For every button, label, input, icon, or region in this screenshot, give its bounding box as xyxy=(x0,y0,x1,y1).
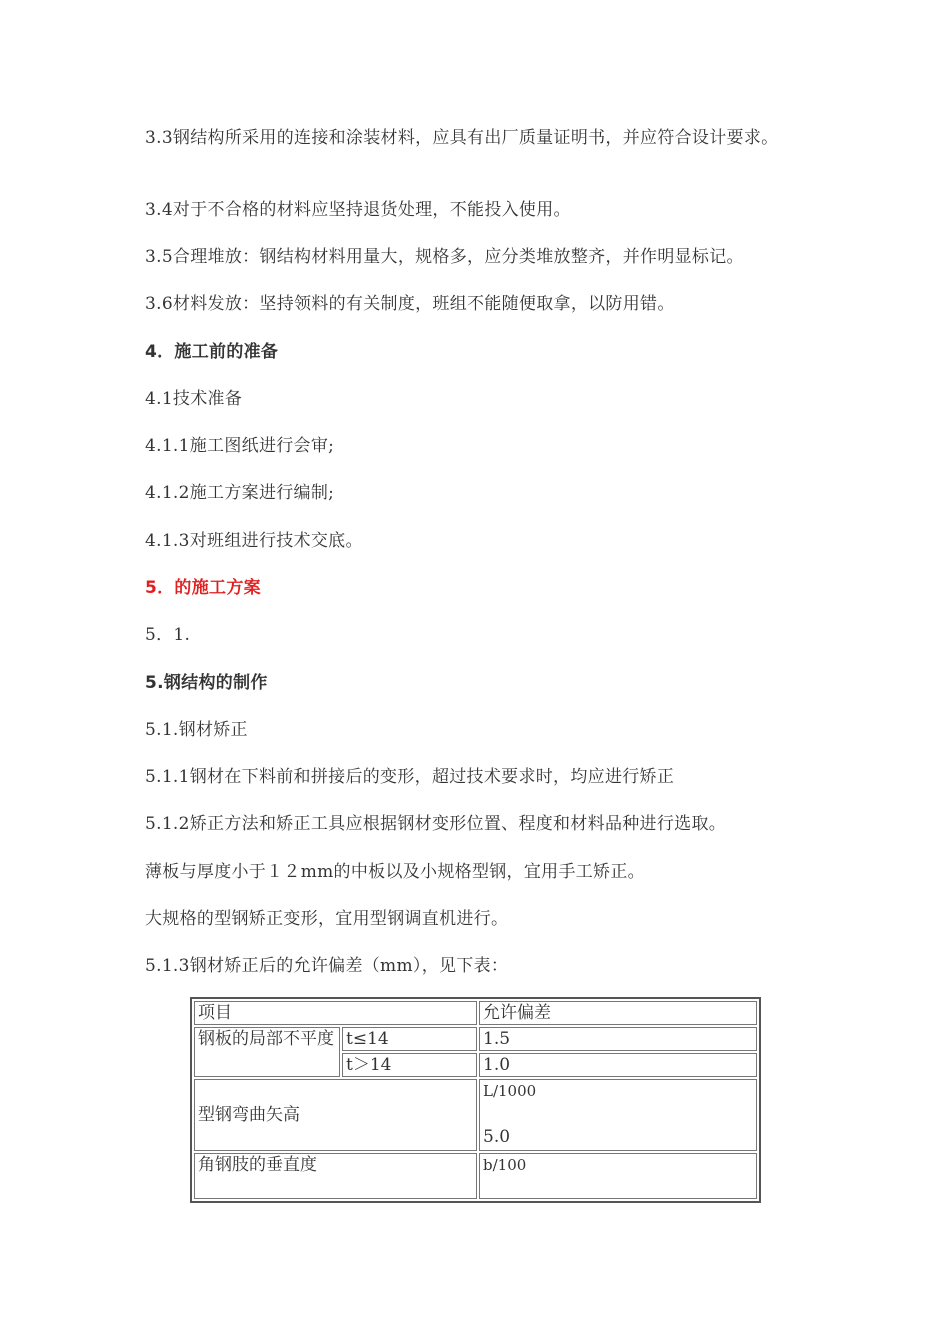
para-4-1: 4.1技术准备 xyxy=(145,389,243,409)
para-3-6: 3.6材料发放：坚持领料的有关制度，班组不能随便取拿，以防用错。 xyxy=(145,294,675,314)
header-item: 项目 xyxy=(194,1001,477,1025)
para-5-1-2: 5.1.2矫正方法和矫正工具应根据钢材变形位置、程度和材料品种进行选取。 xyxy=(145,814,727,834)
angle-perp-label: 角钢肢的垂直度 xyxy=(194,1153,477,1199)
heading-5-red: 5．的施工方案 xyxy=(145,578,261,598)
heading-4: 4．施工前的准备 xyxy=(145,342,279,362)
plate-val-1: 1.5 xyxy=(479,1027,757,1051)
para-4-1-3: 4.1.3对班组进行技术交底。 xyxy=(145,531,363,551)
angle-perp-val: b/100 xyxy=(479,1153,757,1199)
section-bend-val-2: 5.0 xyxy=(483,1127,511,1147)
para-3-4: 3.4对于不合格的材料应坚持退货处理，不能投入使用。 xyxy=(145,200,571,220)
table-row xyxy=(194,1079,757,1151)
plate-flatness-label: 钢板的局部不平度 xyxy=(194,1027,340,1077)
deviation-table xyxy=(190,997,761,1203)
plate-cond-2: t＞14 xyxy=(342,1053,477,1077)
para-5-1-stub: 5．1. xyxy=(145,625,191,645)
para-thin-plate: 薄板与厚度小于１２mm的中板以及小规格型钢，宜用手工矫正。 xyxy=(145,862,645,882)
para-5-1: 5.1.钢材矫正 xyxy=(145,720,248,740)
section-bend-label: 型钢弯曲矢高 xyxy=(194,1079,477,1151)
table-row xyxy=(194,1001,757,1025)
para-4-1-2: 4.1.2施工方案进行编制; xyxy=(145,483,335,503)
section-bend-val-1: L/1000 xyxy=(483,1082,537,1100)
para-4-1-1: 4.1.1施工图纸进行会审; xyxy=(145,436,335,456)
plate-cond-1: t≤14 xyxy=(342,1027,477,1051)
table-row xyxy=(194,1027,757,1051)
para-3-5: 3.5合理堆放：钢结构材料用量大，规格多，应分类堆放整齐，并作明显标记。 xyxy=(145,247,744,267)
para-5-1-1: 5.1.1钢材在下料前和拼接后的变形，超过技术要求时，均应进行矫正 xyxy=(145,767,675,787)
para-5-1-3: 5.1.3钢材矫正后的允许偏差（mm），见下表： xyxy=(145,956,509,976)
header-deviation: 允许偏差 xyxy=(479,1001,757,1025)
table-row xyxy=(194,1153,757,1199)
heading-5: 5.钢结构的制作 xyxy=(145,673,268,693)
para-large-section: 大规格的型钢矫正变形，宜用型钢调直机进行。 xyxy=(145,909,509,929)
para-3-3: 3.3钢结构所采用的连接和涂装材料，应具有出厂质量证明书，并应符合设计要求。 xyxy=(145,128,779,148)
section-bend-values xyxy=(479,1079,757,1151)
plate-val-2: 1.0 xyxy=(479,1053,757,1077)
